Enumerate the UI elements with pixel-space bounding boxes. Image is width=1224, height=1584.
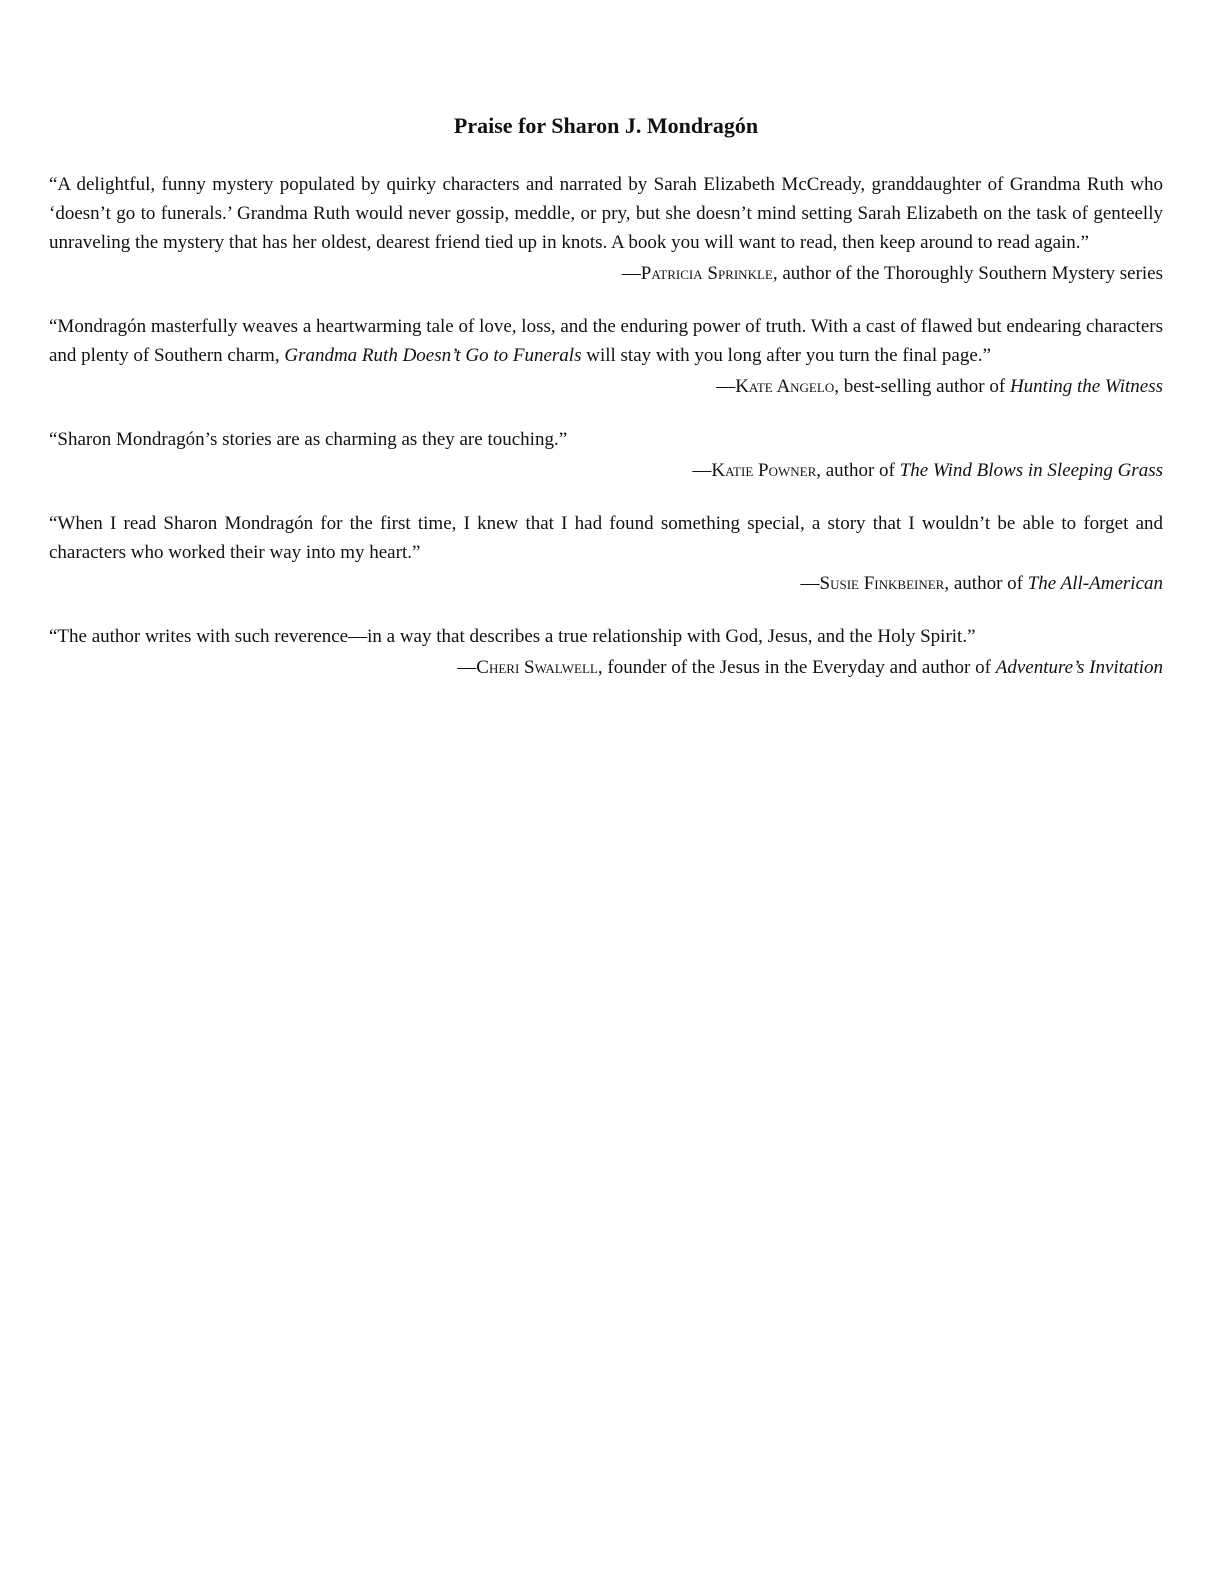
blurb-quote: “Sharon Mondragón’s stories are as charming as they are touching.”	[49, 429, 568, 450]
attribution-name: Susie Finkbeiner	[819, 573, 945, 594]
quote-book-title: Grandma Ruth Doesn’t Go to Funerals	[284, 345, 582, 366]
blurb-attribution	[49, 456, 1163, 485]
page-title: Praise for Sharon J. Mondragón	[453, 113, 759, 138]
attribution-dash: —	[716, 376, 736, 397]
attribution-role: , author of	[816, 460, 900, 481]
attribution-role: , author of the Thoroughly Southern Mystery series	[772, 263, 1163, 284]
attribution-dash: —	[800, 573, 820, 594]
attribution-dash: —	[692, 460, 712, 481]
attribution-name: Cheri Swalwell	[476, 657, 598, 678]
attribution-dash: —	[457, 657, 477, 678]
blurb-quote	[49, 312, 1163, 370]
blurb-attribution	[49, 259, 1163, 288]
quote-text-after: will stay with you long after you turn the final page.”	[581, 345, 991, 366]
blurb-attribution	[49, 372, 1163, 401]
attribution-name: Kate Angelo	[735, 376, 835, 397]
blurb-patricia-sprinkle	[49, 170, 1163, 288]
attribution-name: Katie Powner	[711, 460, 817, 481]
attribution-role: , best-selling author of	[834, 376, 1010, 397]
attribution-work: The Wind Blows in Sleeping Grass	[899, 460, 1163, 481]
attribution-work: Hunting the Witness	[1009, 376, 1163, 397]
blurb-attribution	[49, 569, 1163, 598]
blurb-quote: “The author writes with such reverence—in a way that describes a true relationship with God, Jesus, and the Holy Spirit.”	[49, 626, 976, 647]
blurb-kate-angelo	[49, 312, 1163, 401]
praise-page	[49, 106, 1163, 706]
blurb-susie-finkbeiner	[49, 509, 1163, 598]
blurb-quote: “A delightful, funny mystery populated by quirky characters and narrated by Sarah Elizabeth McCready, granddaughter of Grandma Ruth who ‘doesn’t go to funerals.’ Grandma Ruth would never gossip, meddle, or pry, but she doesn’t mind setting Sarah Elizabeth on the task of genteelly unraveling the mystery that has her oldest, dearest friend tied up in knots. A book you will want to read, then keep around to read again.”	[49, 174, 1163, 253]
attribution-role: , author of	[944, 573, 1028, 594]
attribution-name: Patricia Sprinkle	[640, 263, 773, 284]
blurb-quote: “When I read Sharon Mondragón for the first time, I knew that I had found something special, a story that I wouldn’t be able to forget and characters who worked their way into my heart.”	[49, 513, 1163, 563]
attribution-work: The All-American	[1027, 573, 1163, 594]
attribution-role: , founder of the Jesus in the Everyday and author of	[597, 657, 996, 678]
blurb-cheri-swalwell	[49, 622, 1163, 682]
quote-text-before: “Mondragón masterfully weaves a heartwarming tale of love, loss, and the enduring power of truth. With a cast of flawed but endearing characters and plenty of Southern charm,	[49, 316, 1163, 366]
blurb-katie-powner	[49, 425, 1163, 485]
blurb-attribution	[49, 653, 1163, 682]
attribution-work: Adventure’s Invitation	[995, 657, 1163, 678]
attribution-dash: —	[621, 263, 641, 284]
